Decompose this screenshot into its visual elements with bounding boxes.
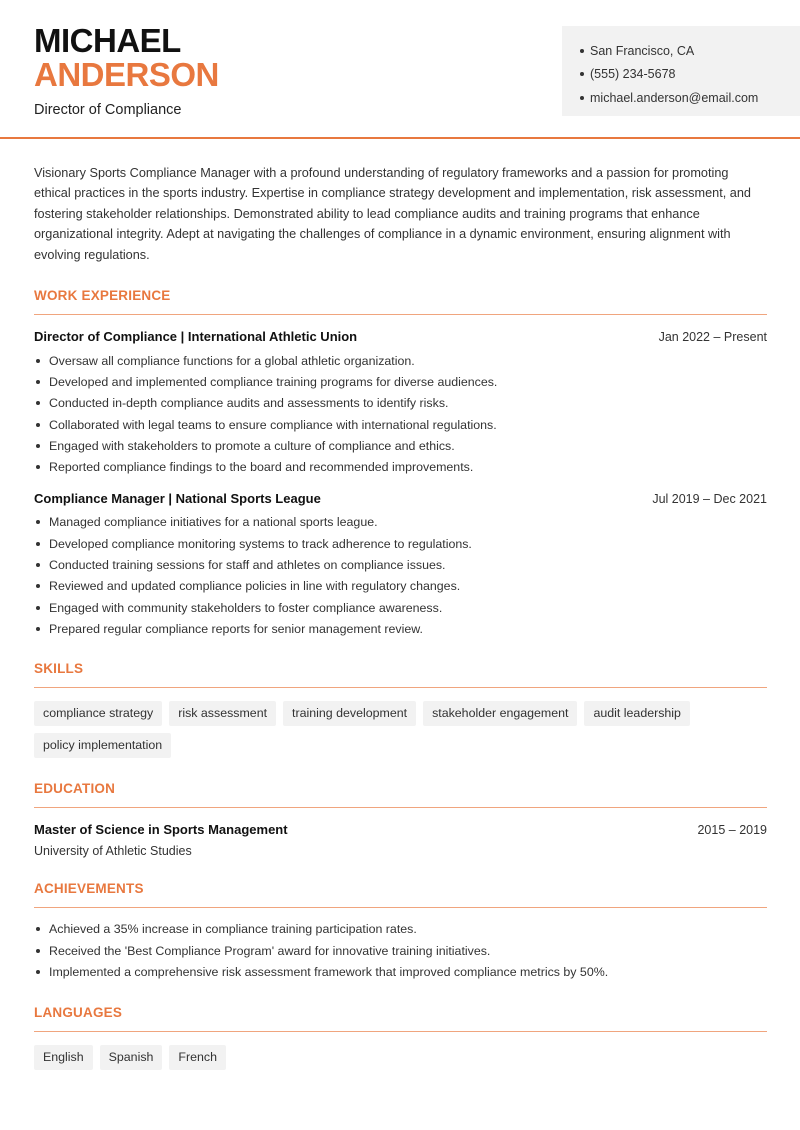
section-title-languages: LANGUAGES: [34, 1005, 123, 1021]
list-item-text: Implemented a comprehensive risk assessment framework that improved compliance metrics by 50%.: [49, 964, 609, 979]
section-divider: [34, 807, 767, 808]
language-chip: Spanish: [100, 1045, 163, 1070]
bullet-icon: [36, 949, 40, 953]
list-item-text: Reported compliance findings to the board and recommended improvements.: [49, 460, 474, 475]
language-chip: English: [34, 1045, 93, 1070]
bullet-icon: [36, 563, 40, 567]
list-item-text: Oversaw all compliance functions for a global athletic organization.: [49, 353, 415, 368]
section-title-experience: WORK EXPERIENCE: [34, 288, 171, 304]
skill-chip: training development: [283, 701, 416, 726]
list-item-text: Received the 'Best Compliance Program' award for innovative training initiatives.: [49, 943, 491, 958]
contact-location-text: San Francisco, CA: [590, 43, 695, 58]
section-divider: [34, 1031, 767, 1032]
work-experience-section: [34, 288, 767, 640]
skill-chip: stakeholder engagement: [423, 701, 577, 726]
list-item: [34, 597, 767, 618]
list-item-text: Developed and implemented compliance training programs for diverse audiences.: [49, 374, 498, 389]
list-item: [34, 940, 767, 961]
list-item: [34, 414, 767, 435]
section-title-skills: SKILLS: [34, 660, 84, 676]
list-item: [34, 961, 767, 982]
skill-chip: policy implementation: [34, 733, 171, 758]
last-name: ANDERSON: [34, 56, 219, 93]
bullet-icon: [36, 627, 40, 631]
bullet-icon: [36, 542, 40, 546]
bullet-icon: [580, 96, 584, 100]
education-section: [34, 781, 767, 858]
education-header: [34, 822, 767, 837]
bullet-icon: [36, 380, 40, 384]
list-item: [34, 576, 767, 597]
bullet-icon: [36, 584, 40, 588]
bullet-icon: [36, 401, 40, 405]
job-dates: Jan 2022 – Present: [658, 330, 767, 345]
list-item-text: Managed compliance initiatives for a national sports league.: [49, 515, 378, 530]
job-header: [34, 491, 767, 506]
bullet-icon: [36, 970, 40, 974]
job-role: Director of Compliance | International Athletic Union: [34, 329, 358, 345]
section-divider: [34, 687, 767, 688]
list-item: [34, 457, 767, 478]
bullet-icon: [36, 927, 40, 931]
language-chip: French: [169, 1045, 226, 1070]
list-item: [34, 512, 767, 533]
skill-chip: risk assessment: [169, 701, 276, 726]
skills-chips: [34, 701, 767, 765]
list-item-text: Collaborated with legal teams to ensure compliance with international regulations.: [49, 417, 497, 432]
skill-chip: audit leadership: [584, 701, 690, 726]
bullet-icon: [36, 423, 40, 427]
job-entry: [34, 329, 767, 478]
section-title-education: EDUCATION: [34, 780, 116, 796]
list-item: [34, 350, 767, 371]
contact-phone: [580, 63, 800, 87]
bullet-icon: [36, 606, 40, 610]
job-role: Compliance Manager | National Sports League: [34, 490, 321, 506]
achievements-list: [34, 919, 767, 983]
contact-box: [562, 26, 800, 116]
list-item: [34, 393, 767, 414]
contact-email-text: michael.anderson@email.com: [590, 90, 759, 105]
list-item-text: Engaged with stakeholders to promote a culture of compliance and ethics.: [49, 438, 455, 453]
language-chips: [34, 1045, 767, 1077]
bullet-icon: [580, 49, 584, 53]
list-item: [34, 618, 767, 639]
section-title-achievements: ACHIEVEMENTS: [34, 880, 144, 896]
resume-content: [34, 163, 767, 1077]
bullet-icon: [36, 465, 40, 469]
resume-header: [0, 0, 800, 139]
list-item: [34, 371, 767, 392]
list-item-text: Engaged with community stakeholders to foster compliance awareness.: [49, 600, 443, 615]
first-name: MICHAEL: [34, 22, 181, 59]
list-item-text: Achieved a 35% increase in compliance training participation rates.: [49, 922, 417, 937]
list-item-text: Conducted in-depth compliance audits and assessments to identify risks.: [49, 396, 449, 411]
list-item: [34, 533, 767, 554]
job-bullets: [34, 350, 767, 478]
list-item: [34, 919, 767, 940]
list-item-text: Prepared regular compliance reports for senior management review.: [49, 621, 423, 636]
list-item-text: Conducted training sessions for staff and athletes on compliance issues.: [49, 558, 446, 573]
list-item-text: Reviewed and updated compliance policies in line with regulatory changes.: [49, 579, 461, 594]
list-item-text: Developed compliance monitoring systems to track adherence to regulations.: [49, 536, 472, 551]
job-entry: [34, 491, 767, 640]
bullet-icon: [36, 444, 40, 448]
list-item: [34, 554, 767, 575]
summary: Visionary Sports Compliance Manager with a profound understanding of regulatory frameworks and a passion for promoting ethical practices in the sports industry. Expertise in compliance strategy development and implementation, risk assessment, and fostering stakeholder relationships. Demonstrated ability to lead compliance audits and training programs that enhance organizational integrity. Adept at navigating the challenges of compliance in a dynamic environment, ensuring alignment with evolving regulations.: [34, 166, 751, 262]
languages-section: [34, 1005, 767, 1077]
degree: Master of Science in Sports Management: [34, 821, 288, 837]
contact-location: [580, 39, 800, 63]
list-item: [34, 435, 767, 456]
name-block: [34, 24, 219, 118]
contact-email: [580, 86, 800, 110]
section-divider: [34, 907, 767, 908]
skill-chip: compliance strategy: [34, 701, 162, 726]
bullet-icon: [36, 359, 40, 363]
education-entry: [34, 822, 767, 858]
bullet-icon: [36, 520, 40, 524]
section-divider: [34, 314, 767, 315]
education-dates: 2015 – 2019: [697, 822, 767, 837]
contact-phone-text: (555) 234-5678: [590, 67, 676, 82]
skills-section: [34, 661, 767, 765]
job-header: [34, 329, 767, 344]
job-title: Director of Compliance: [34, 102, 182, 118]
bullet-icon: [580, 72, 584, 76]
job-dates: Jul 2019 – Dec 2021: [652, 491, 767, 506]
job-bullets: [34, 512, 767, 640]
achievements-section: [34, 881, 767, 983]
school-name: University of Athletic Studies: [34, 843, 192, 858]
